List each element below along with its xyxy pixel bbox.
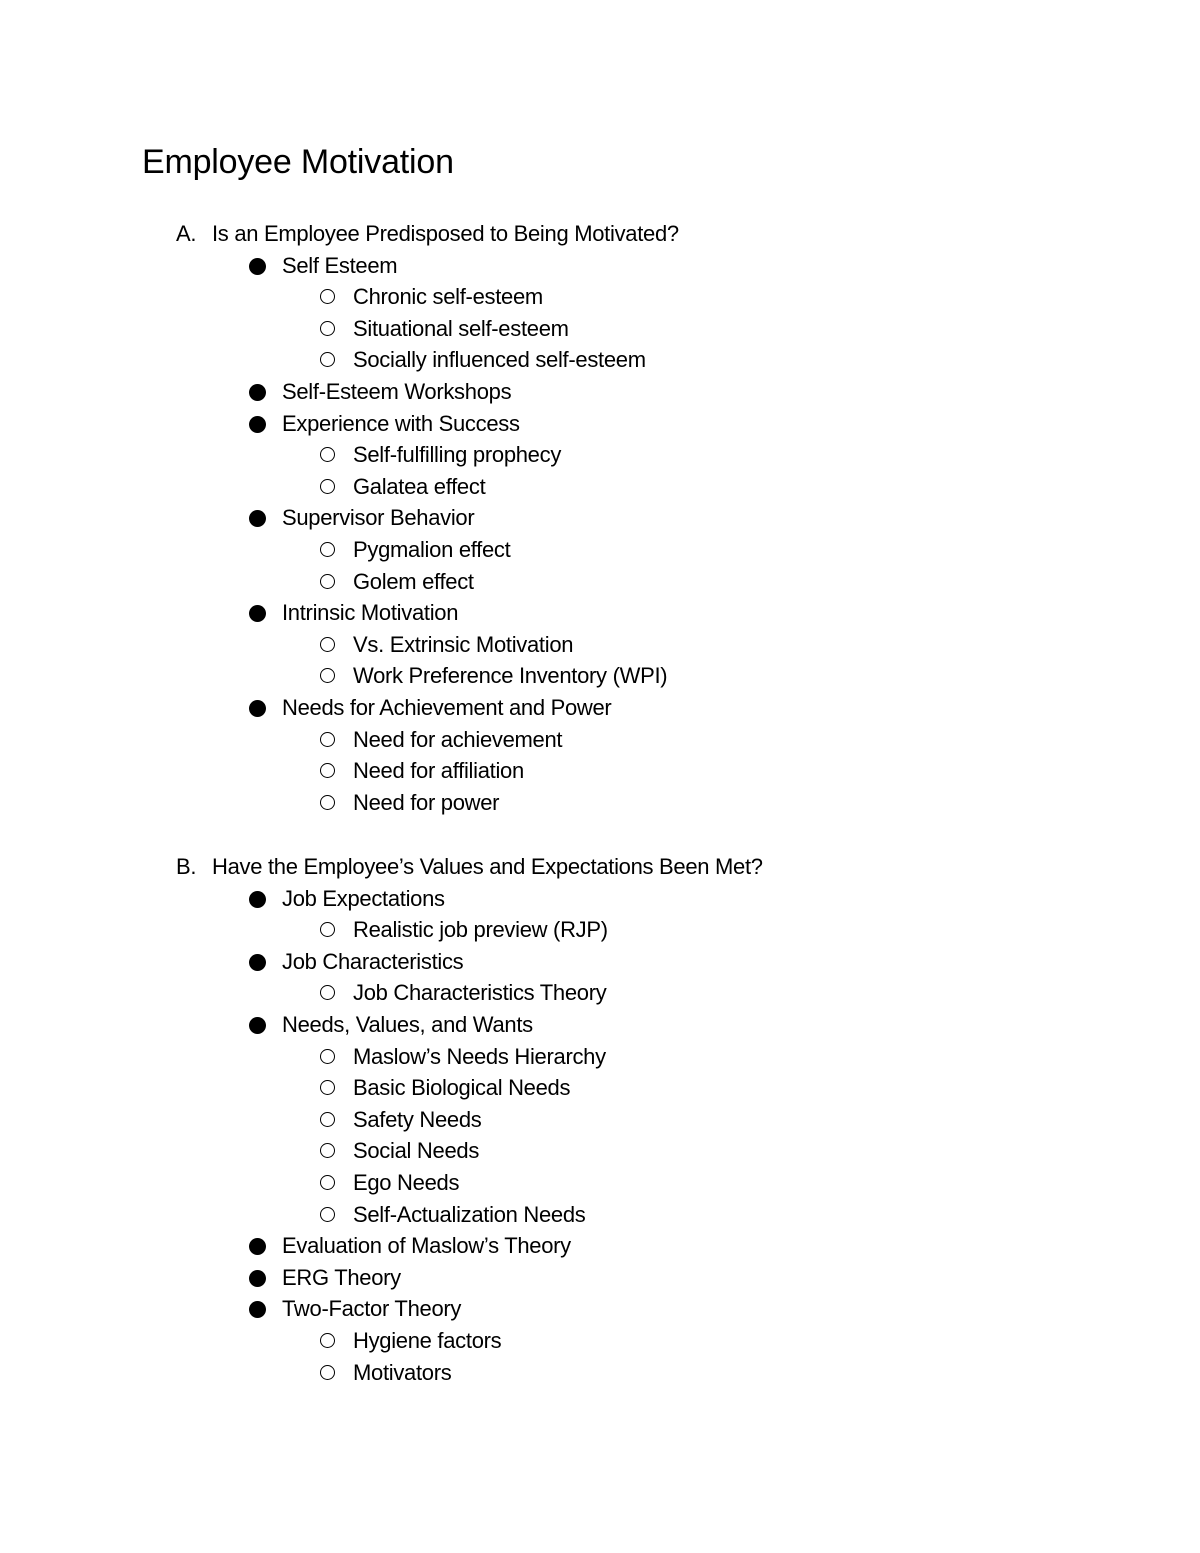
sub-list-item-label: Social Needs — [353, 1138, 480, 1164]
hollow-bullet-icon — [320, 922, 335, 937]
sub-list-item — [176, 977, 1126, 1009]
list-item — [176, 1262, 1126, 1294]
filled-bullet-icon — [249, 891, 266, 908]
section-a — [176, 218, 1126, 818]
sub-list-item — [176, 566, 1126, 598]
sub-list-item — [176, 1041, 1126, 1073]
sub-list-item-label: Maslow’s Needs Hierarchy — [353, 1043, 606, 1069]
hollow-bullet-icon — [320, 289, 335, 304]
hollow-bullet-icon — [320, 574, 335, 589]
hollow-bullet-icon — [320, 479, 335, 494]
list-item-label: Self-Esteem Workshops — [282, 378, 512, 404]
hollow-bullet-icon — [320, 795, 335, 810]
sub-list-item — [176, 1167, 1126, 1199]
sub-list-item — [176, 1357, 1126, 1389]
document-title: Employee Motivation — [142, 143, 454, 181]
hollow-bullet-icon — [320, 447, 335, 462]
hollow-bullet-icon — [320, 763, 335, 778]
sub-list-item-label: Work Preference Inventory (WPI) — [353, 663, 668, 689]
list-item — [176, 692, 1126, 724]
sub-list-item-label: Situational self-esteem — [353, 315, 569, 341]
sub-list-item — [176, 755, 1126, 787]
sub-list-item-label: Galatea effect — [353, 473, 486, 499]
sub-list-item — [176, 1104, 1126, 1136]
sub-list-item-label: Vs. Extrinsic Motivation — [353, 631, 574, 657]
sub-list-item — [176, 1199, 1126, 1231]
list-item — [176, 1230, 1126, 1262]
sub-list-item-label: Need for affiliation — [353, 758, 524, 784]
section-letter: A. — [176, 221, 197, 246]
sub-list-item — [176, 1325, 1126, 1357]
sub-list-item — [176, 471, 1126, 503]
filled-bullet-icon — [249, 605, 266, 622]
section-b — [176, 851, 1126, 1388]
filled-bullet-icon — [249, 700, 266, 717]
sub-list-item-label: Job Characteristics Theory — [353, 980, 607, 1006]
sub-list-item-label: Hygiene factors — [353, 1327, 502, 1353]
filled-bullet-icon — [249, 1238, 266, 1255]
sub-list-item — [176, 1072, 1126, 1104]
sub-list-item-label: Self-fulfilling prophecy — [353, 442, 562, 468]
filled-bullet-icon — [249, 1301, 266, 1318]
filled-bullet-icon — [249, 384, 266, 401]
list-item — [176, 597, 1126, 629]
section-heading-text: Is an Employee Predisposed to Being Motivated? — [212, 221, 679, 246]
list-item-label: Job Expectations — [282, 885, 445, 911]
hollow-bullet-icon — [320, 637, 335, 652]
sub-list-item-label: Socially influenced self-esteem — [353, 347, 646, 373]
filled-bullet-icon — [249, 954, 266, 971]
list-item — [176, 883, 1126, 915]
hollow-bullet-icon — [320, 1175, 335, 1190]
list-item — [176, 376, 1126, 408]
filled-bullet-icon — [249, 1270, 266, 1287]
list-item — [176, 502, 1126, 534]
list-item-label: Self Esteem — [282, 252, 398, 278]
list-item-label: Intrinsic Motivation — [282, 600, 459, 626]
list-item-label: Evaluation of Maslow’s Theory — [282, 1233, 571, 1259]
hollow-bullet-icon — [320, 668, 335, 683]
sub-list-item-label: Golem effect — [353, 568, 474, 594]
sub-list-item — [176, 1135, 1126, 1167]
list-item — [176, 1293, 1126, 1325]
hollow-bullet-icon — [320, 352, 335, 367]
list-item-label: Two-Factor Theory — [282, 1296, 462, 1322]
sub-list-item — [176, 344, 1126, 376]
sub-list-item — [176, 914, 1126, 946]
list-item — [176, 408, 1126, 440]
hollow-bullet-icon — [320, 1207, 335, 1222]
sub-list-item — [176, 313, 1126, 345]
sub-list-item-label: Ego Needs — [353, 1169, 460, 1195]
section-heading-text: Have the Employee’s Values and Expectations Been Met? — [212, 854, 763, 879]
filled-bullet-icon — [249, 416, 266, 433]
hollow-bullet-icon — [320, 732, 335, 747]
sub-list-item-label: Safety Needs — [353, 1106, 482, 1132]
sub-list-item-label: Pygmalion effect — [353, 536, 511, 562]
sub-list-item-label: Chronic self-esteem — [353, 284, 543, 310]
section-letter: B. — [176, 854, 197, 879]
section-heading — [176, 851, 1126, 883]
list-item-label: ERG Theory — [282, 1264, 401, 1290]
hollow-bullet-icon — [320, 985, 335, 1000]
sub-list-item-label: Basic Biological Needs — [353, 1075, 571, 1101]
hollow-bullet-icon — [320, 542, 335, 557]
sub-list-item-label: Need for power — [353, 789, 500, 815]
list-item-label: Experience with Success — [282, 410, 520, 436]
sub-list-item — [176, 629, 1126, 661]
filled-bullet-icon — [249, 258, 266, 275]
list-item — [176, 946, 1126, 978]
list-item — [176, 1009, 1126, 1041]
hollow-bullet-icon — [320, 1049, 335, 1064]
list-item-label: Needs for Achievement and Power — [282, 694, 612, 720]
hollow-bullet-icon — [320, 1143, 335, 1158]
hollow-bullet-icon — [320, 1333, 335, 1348]
list-item-label: Needs, Values, and Wants — [282, 1011, 533, 1037]
sub-list-item — [176, 787, 1126, 819]
sub-list-item — [176, 534, 1126, 566]
hollow-bullet-icon — [320, 1112, 335, 1127]
hollow-bullet-icon — [320, 321, 335, 336]
hollow-bullet-icon — [320, 1365, 335, 1380]
sub-list-item-label: Motivators — [353, 1359, 452, 1385]
sub-list-item-label: Need for achievement — [353, 726, 563, 752]
list-item-label: Job Characteristics — [282, 948, 464, 974]
sub-list-item — [176, 281, 1126, 313]
filled-bullet-icon — [249, 1017, 266, 1034]
section-heading — [176, 218, 1126, 250]
sub-list-item — [176, 724, 1126, 756]
sub-list-item-label: Realistic job preview (RJP) — [353, 917, 608, 943]
list-item-label: Supervisor Behavior — [282, 505, 475, 531]
sub-list-item — [176, 439, 1126, 471]
sub-list-item — [176, 660, 1126, 692]
sub-list-item-label: Self-Actualization Needs — [353, 1201, 586, 1227]
list-item — [176, 250, 1126, 282]
hollow-bullet-icon — [320, 1080, 335, 1095]
filled-bullet-icon — [249, 510, 266, 527]
